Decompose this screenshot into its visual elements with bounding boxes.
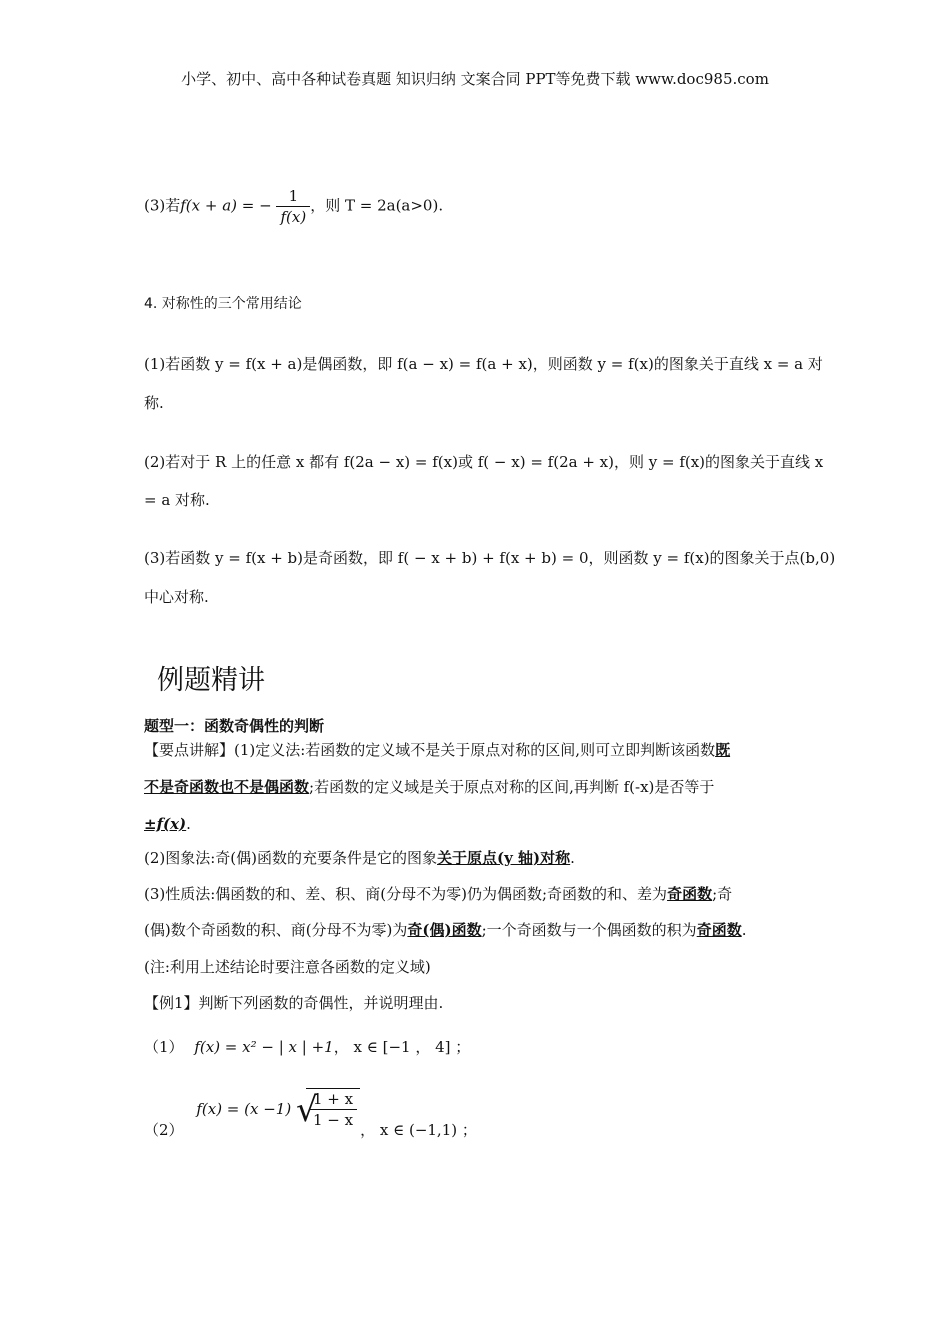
kp4-emphasis-2: 奇函数	[696, 921, 742, 939]
kp2-text-b: .	[570, 849, 575, 867]
page-header: 小学、初中、高中各种试卷真题 知识归纳 文案合同 PPT等免费下载 www.doc985.com	[181, 70, 769, 88]
kp4-text-b: ;一个奇函数与一个偶函数的积为	[481, 921, 697, 939]
symmetry-1-line2: 称.	[144, 394, 164, 412]
q2-formula	[196, 1088, 360, 1130]
item3-lhs: f(x + a)	[180, 196, 238, 215]
kp-text-c: .	[186, 815, 191, 833]
example-1-question-1	[144, 1037, 470, 1057]
section-4-title: 4. 对称性的三个常用结论	[144, 296, 302, 312]
q2-lhs: f(x) = (x −1)	[196, 1100, 292, 1118]
kp3-text-b: ;奇	[712, 885, 733, 903]
kp3-text-a: (3)性质法:偶函数的和、差、积、商(分母不为零)仍为偶函数;奇函数的和、差为	[144, 885, 668, 903]
kp2-emphasis: 关于原点(y 轴)对称	[437, 849, 571, 867]
period-formula-3	[144, 186, 443, 227]
item3-frac-den: f(x)	[280, 208, 307, 226]
key-points-line3	[144, 814, 191, 834]
symmetry-2-line1: (2)若对于 R 上的任意 x 都有 f(2a − x) = f(x)或 f( − x) = f(2a + x)，则 y = f(x)的图象关于直线 x	[144, 453, 824, 471]
item3-eq: = −	[237, 196, 272, 215]
q2-label: （2）	[144, 1121, 184, 1139]
kp2-text-a: (2)图象法:奇(偶)函数的充要条件是它的图象	[144, 849, 438, 867]
key-points-line2	[144, 777, 714, 797]
key-points-property-method-2	[144, 920, 746, 940]
symmetry-3-line2: 中心对称.	[144, 588, 209, 606]
q2-frac-den: 1 − x	[312, 1111, 354, 1129]
kp-text-a: 【要点讲解】(1)定义法:若函数的定义域不是关于原点对称的区间,则可立即判断该函数	[144, 741, 716, 759]
example-1-title: 【例1】判断下列函数的奇偶性，并说明理由.	[144, 994, 444, 1012]
kp-emphasis-a: 既	[715, 741, 731, 759]
q2-sqrt	[296, 1088, 360, 1130]
item3-suffix: ，则 T = 2a(a>0).	[310, 196, 444, 215]
q1-domain: ， x ∈ [−1 ， 4] ；	[333, 1038, 471, 1056]
kp3-emphasis: 奇函数	[667, 885, 713, 903]
section-title: 例题精讲	[157, 665, 265, 696]
symmetry-3-line1: (3)若函数 y = f(x + b)是奇函数，即 f( − x + b) + f(x + b) = 0，则函数 y = f(x)的图象关于点(b,0)	[144, 549, 836, 567]
kp-text-b: ;若函数的定义域是关于原点对称的区间,再判断 f(-x)是否等于	[309, 778, 715, 796]
symmetry-2-line2: = a 对称.	[144, 491, 210, 509]
kp4-emphasis-1: 奇(偶)函数	[407, 921, 482, 939]
kp4-text-c: .	[741, 921, 747, 939]
item3-fraction	[276, 186, 310, 227]
item3-frac-num: 1	[276, 186, 310, 207]
symmetry-1-line1: (1)若函数 y = f(x + a)是偶函数，即 f(a − x) = f(a + x)，则函数 y = f(x)的图象关于直线 x = a 对	[144, 355, 823, 373]
q1-label: （1）	[144, 1038, 184, 1056]
key-points-graph-method	[144, 848, 575, 868]
kp-emphasis-c: ±f(x)	[144, 815, 187, 833]
q2-domain: ， x ∈ (−1,1) ；	[360, 1121, 477, 1139]
domain-note: (注:利用上述结论时要注意各函数的定义域)	[144, 958, 431, 976]
item3-prefix: (3)若	[144, 196, 181, 215]
key-points-property-method	[144, 884, 732, 904]
key-points-line1	[144, 740, 730, 760]
q1-expression: f(x) = x² − | x | +1	[194, 1038, 334, 1056]
kp4-text-a: (偶)数个奇函数的积、商(分母不为零)为	[144, 921, 408, 939]
example-1-question-2	[144, 1088, 477, 1140]
sqrt-sign-icon: √	[295, 1090, 318, 1130]
type1-title: 题型一：函数奇偶性的判断	[144, 717, 325, 735]
q2-frac-num: 1 + x	[309, 1089, 357, 1110]
kp-emphasis-b: 不是奇函数也不是偶函数	[144, 778, 310, 796]
